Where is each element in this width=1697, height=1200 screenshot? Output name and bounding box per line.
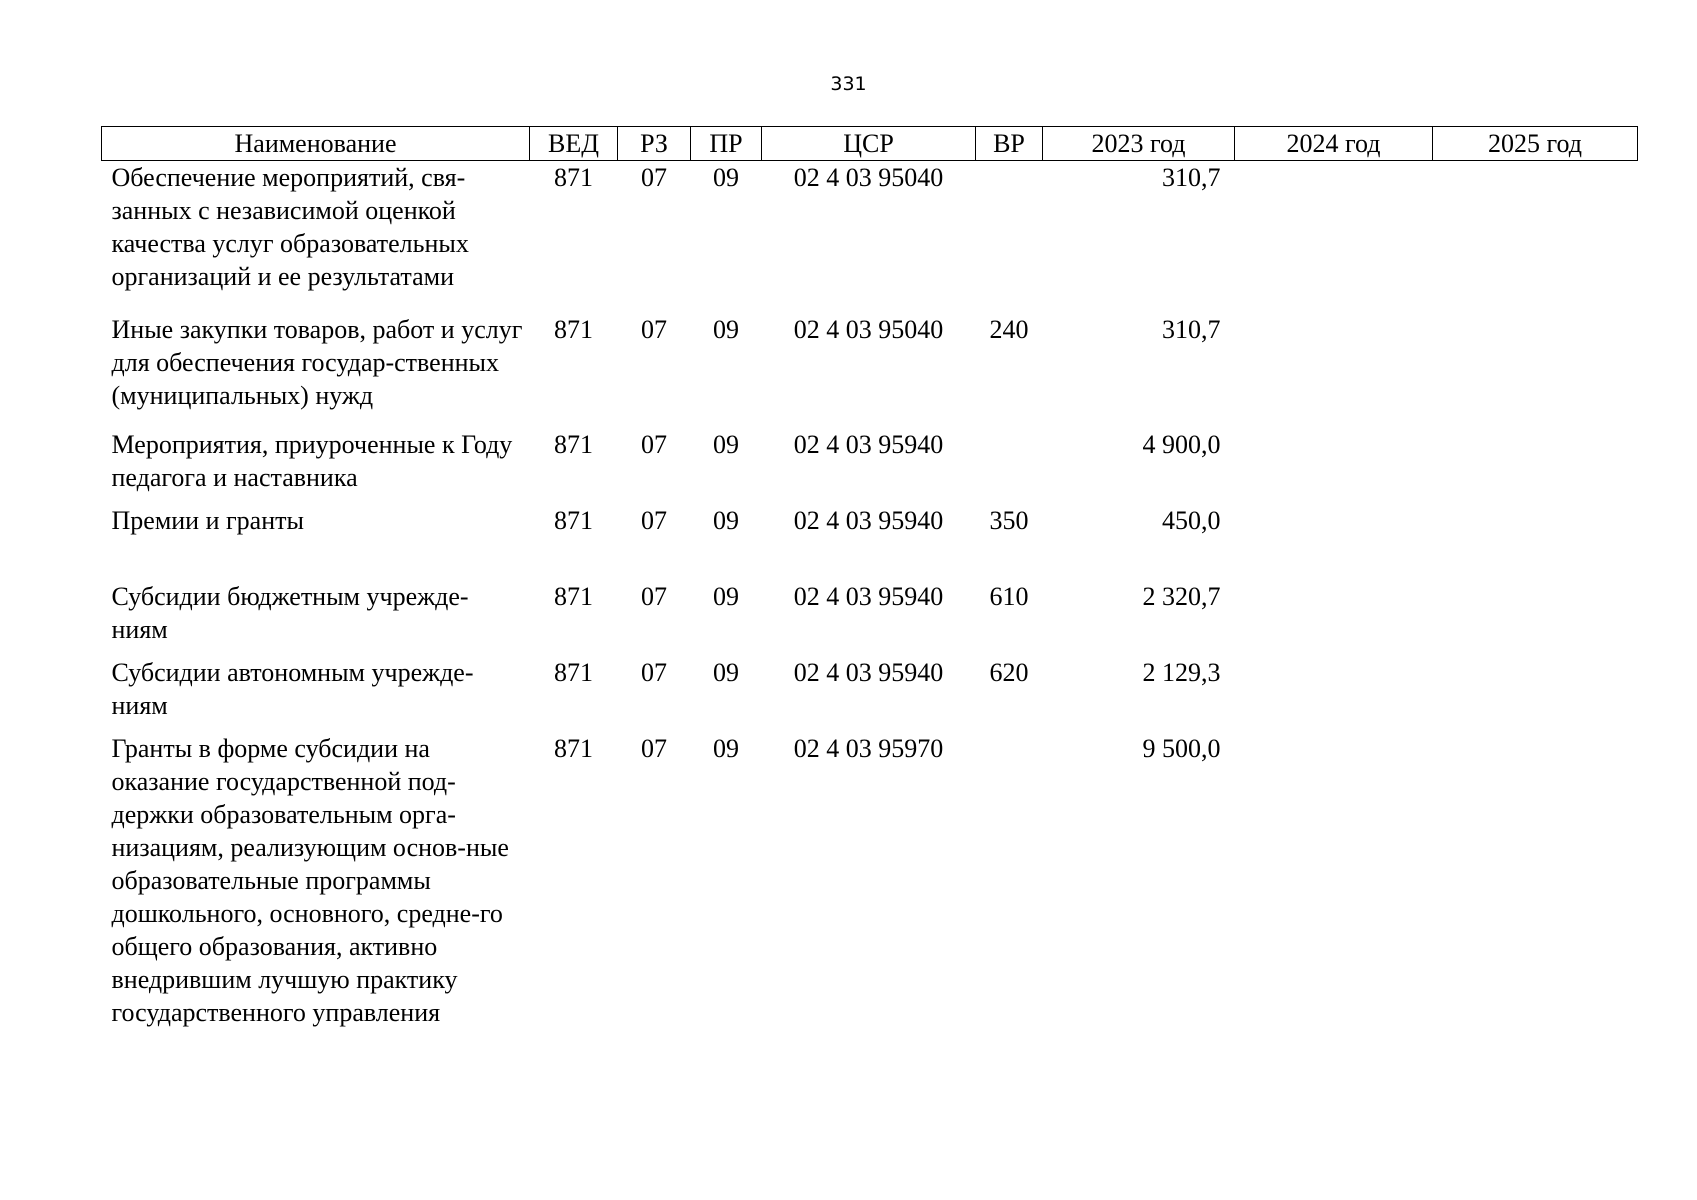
row-pr: 09 <box>713 163 739 192</box>
header-pr: ПР <box>691 127 762 161</box>
row-name-text: Субсидии бюджетным учрежде-ниям <box>111 582 469 644</box>
row-2023: 2 320,7 <box>1142 582 1221 611</box>
row-csr: 02 4 03 95040 <box>793 163 944 192</box>
row-csr: 02 4 03 95940 <box>793 582 944 611</box>
row-2024 <box>1235 580 1433 656</box>
row-csr: 02 4 03 95040 <box>793 315 944 344</box>
row-name <box>102 504 530 580</box>
row-pr: 09 <box>713 430 739 459</box>
row-2024 <box>1235 313 1433 428</box>
row-ved: 871 <box>554 430 593 459</box>
row-name <box>102 428 530 504</box>
table-row <box>102 428 1638 504</box>
row-pr: 09 <box>713 658 739 687</box>
row-2024 <box>1235 161 1433 314</box>
row-vr: 610 <box>989 582 1029 611</box>
row-2023: 4 900,0 <box>1142 430 1221 459</box>
row-ved: 871 <box>554 582 593 611</box>
row-rz: 07 <box>641 658 667 687</box>
row-2025 <box>1433 580 1638 656</box>
row-csr: 02 4 03 95940 <box>793 430 944 459</box>
row-csr: 02 4 03 95970 <box>793 734 944 763</box>
table-row <box>102 732 1638 1032</box>
table-row <box>102 504 1638 580</box>
row-2024 <box>1235 656 1433 732</box>
row-2024 <box>1235 732 1433 1032</box>
page-number: 331 <box>830 73 867 95</box>
row-ved: 871 <box>554 315 593 344</box>
row-rz: 07 <box>641 506 667 535</box>
row-pr: 09 <box>713 506 739 535</box>
header-ved: ВЕД <box>530 127 618 161</box>
row-2023: 310,7 <box>1162 163 1221 192</box>
header-vr: ВР <box>976 127 1043 161</box>
row-ved: 871 <box>554 506 593 535</box>
table-row <box>102 580 1638 656</box>
row-2023: 310,7 <box>1162 315 1221 344</box>
row-csr: 02 4 03 95940 <box>793 506 944 535</box>
row-2025 <box>1433 504 1638 580</box>
header-2024: 2024 год <box>1235 127 1433 161</box>
header-2023: 2023 год <box>1043 127 1235 161</box>
row-csr: 02 4 03 95940 <box>793 658 944 687</box>
row-name <box>102 732 530 1032</box>
row-vr: 240 <box>989 315 1029 344</box>
header-rz: РЗ <box>618 127 691 161</box>
row-pr: 09 <box>713 734 739 763</box>
row-ved: 871 <box>554 658 593 687</box>
table-row <box>102 313 1638 428</box>
row-2025 <box>1433 656 1638 732</box>
row-2025 <box>1433 732 1638 1032</box>
row-name-text: Мероприятия, приуроченные к Году педагога и наставника <box>111 430 513 492</box>
row-2023: 2 129,3 <box>1142 658 1221 687</box>
row-2025 <box>1433 161 1638 314</box>
row-name <box>102 313 530 428</box>
budget-table <box>101 126 1638 1032</box>
row-vr <box>976 428 1043 504</box>
row-vr <box>976 161 1043 314</box>
row-rz: 07 <box>641 163 667 192</box>
row-name-text: Премии и гранты <box>111 506 304 535</box>
row-vr: 620 <box>989 658 1029 687</box>
row-name <box>102 161 530 314</box>
row-2023: 9 500,0 <box>1142 734 1221 763</box>
row-vr: 350 <box>989 506 1029 535</box>
row-name-text: Гранты в форме субсидии на оказание государственной под-держки образовательным орга-низациям, реализующим основ-ные образовательные программы дошкольного, основного, средне-го общего образования, активно внедрившим лучшую практику государственного управления <box>111 734 509 1027</box>
row-rz: 07 <box>641 734 667 763</box>
row-ved: 871 <box>554 734 593 763</box>
row-rz: 07 <box>641 315 667 344</box>
row-2025 <box>1433 428 1638 504</box>
row-ved: 871 <box>554 163 593 192</box>
row-pr: 09 <box>713 315 739 344</box>
row-vr <box>976 732 1043 1032</box>
table-row <box>102 161 1638 314</box>
header-name: Наименование <box>102 127 530 161</box>
row-2023: 450,0 <box>1162 506 1221 535</box>
header-csr: ЦСР <box>762 127 976 161</box>
row-2024 <box>1235 428 1433 504</box>
table-header-row <box>102 127 1638 161</box>
row-rz: 07 <box>641 582 667 611</box>
row-pr: 09 <box>713 582 739 611</box>
row-name-text: Субсидии автономным учрежде-ниям <box>111 658 474 720</box>
header-2025: 2025 год <box>1433 127 1638 161</box>
table-row <box>102 656 1638 732</box>
row-name-text: Обеспечение мероприятий, свя-занных с независимой оценкой качества услуг образовательных организаций и ее результатами <box>111 163 469 291</box>
row-rz: 07 <box>641 430 667 459</box>
row-2025 <box>1433 313 1638 428</box>
row-name <box>102 580 530 656</box>
row-name <box>102 656 530 732</box>
row-name-text: Иные закупки товаров, работ и услуг для обеспечения государ-ственных (муниципальных) нужд <box>111 315 523 410</box>
row-2024 <box>1235 504 1433 580</box>
